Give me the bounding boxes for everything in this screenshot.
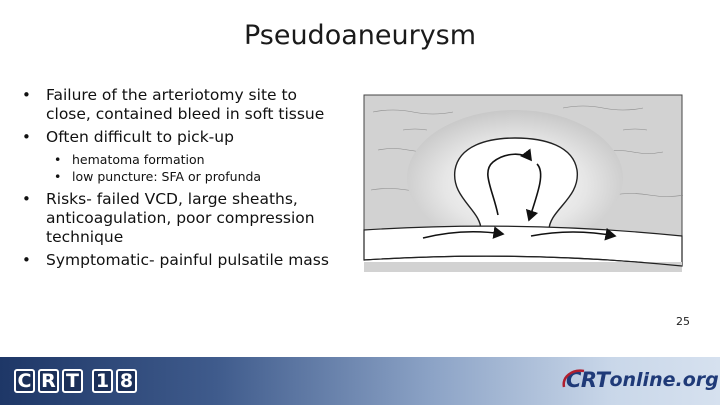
page-number: 25 [676, 315, 690, 328]
bullet-item: • Risks- failed VCD, large sheaths, anticoagulation, poor compression technique [22, 190, 332, 247]
logo-letter: R [38, 369, 59, 393]
lower-tissue [364, 262, 682, 272]
footer-banner [0, 357, 720, 405]
logo-letter: T [62, 369, 83, 393]
logo-crt-text: CRT [566, 368, 610, 392]
logo-letter: 1 [92, 369, 113, 393]
slide-title: Pseudoaneurysm [243, 20, 477, 51]
bullet-item: • Failure of the arteriotomy site to close, contained bleed in soft tissue [22, 86, 332, 124]
logo-letter: C [14, 369, 35, 393]
sub-bullet-item: • low puncture: SFA or profunda [54, 168, 332, 185]
logo-letter: 8 [116, 369, 137, 393]
logo-online-text: online.org [609, 369, 719, 391]
bullet-item: • Often difficult to pick-up [22, 128, 332, 147]
sub-bullet-item: • hematoma formation [54, 151, 332, 168]
swoosh-icon [560, 367, 588, 393]
bullet-list [22, 86, 332, 274]
pseudoaneurysm-illustration [363, 90, 683, 272]
sub-bullet-list [54, 151, 332, 185]
crtonline-logo [566, 365, 719, 395]
bullet-item: • Symptomatic- painful pulsatile mass [22, 251, 332, 270]
crt18-logo [14, 369, 137, 395]
